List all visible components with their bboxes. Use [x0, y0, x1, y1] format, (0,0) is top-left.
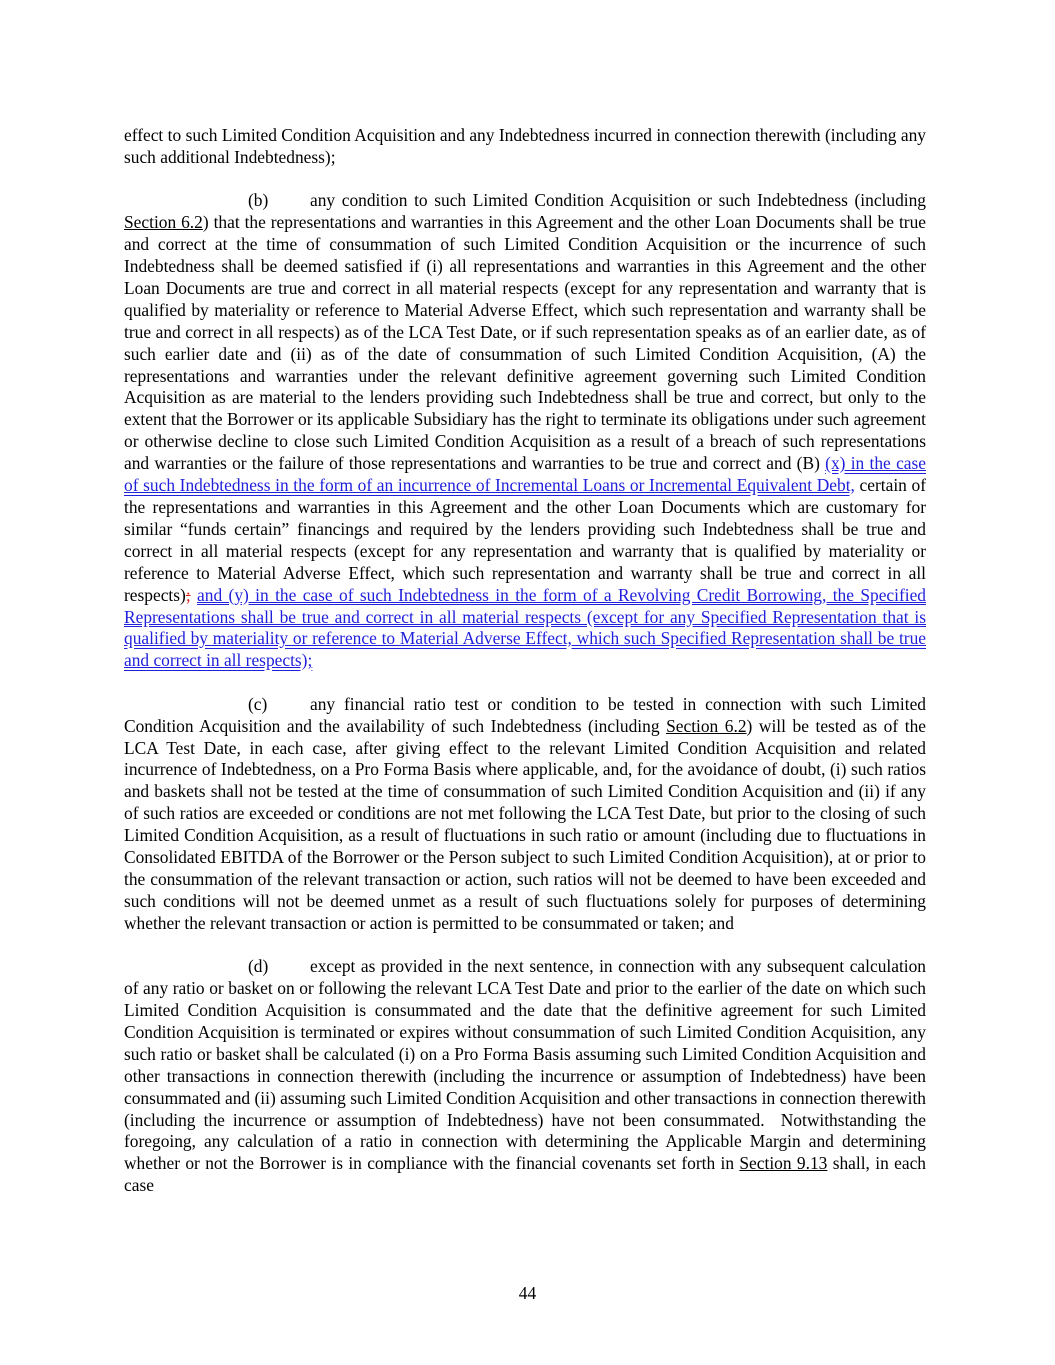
clause-b — [124, 190, 926, 672]
clause-b-text-2: ) that the representations and warranties in this Agreement and the other Loan Documents shall be true and correct at the time of consummation of such Limited Condition Acquisition or the incurrence of such Indebtedness shall be deemed satisfied if (i) all representations and warranties in this Agreement and the other Loan Documents are true and correct in all material respects (except for any representation and warranty that is qualified by materiality or reference to Material Adverse Effect, which such representation and warranty shall be true and correct in all respects) as of the LCA Test Date, or if such representation speaks as of an earlier date, as of such earlier date and (ii) as of the date of consummation of such Limited Condition Acquisition, (A) the representations and warranties under the relevant definitive agreement governing such Limited Condition Acquisition as are material to the lenders providing such Indebtedness shall be true and correct, but only to the extent that the Borrower or its applicable Subsidiary has the right to terminate its obligations under such agreement or otherwise decline to close such Limited Condition Acquisition as a result of a breach of such representations and warranties or the failure of those representations and warranties to be true and correct and (B) — [124, 212, 926, 474]
clause-d-number: (d) — [248, 956, 269, 977]
continuation-text: effect to such Limited Condition Acquisition and any Indebtedness incurred in connection therewith (including any such additional Indebtedness); — [124, 125, 926, 167]
section-6-2-reference: Section 6.2 — [666, 715, 747, 736]
clause-c — [124, 694, 926, 935]
clause-b-text-3: certain of the representations and warranties in this Agreement and the other Loan Documents which are customary for similar “funds certain” financings and required by the lenders providing such Indebtedness shall be true and correct in all material respects (except for any representation and warranty that is qualified by materiality or reference to Material Adverse Effect, which such representation and warranty shall be true and correct in all respects) — [124, 475, 926, 605]
continuation-paragraph — [124, 125, 926, 169]
document-body — [124, 125, 926, 1219]
inserted-text-y: and (y) in the case of such Indebtedness in the form of a Revolving Credit Borrowing, the Specified Representations shall be true and correct in all material respects (except for any Specified Representation that is qualified by materiality or reference to Material Adverse Effect, which such Specified Representation shall be true and correct in all respects); — [124, 584, 926, 671]
section-6-2-reference: Section 6.2 — [124, 212, 203, 233]
clause-c-text-1: any financial ratio test or condition to be tested in connection with such Limited Condition Acquisition and the availability of such Indebtedness (including — [124, 693, 926, 736]
deleted-semicolon: ; — [185, 584, 191, 605]
inserted-text-x: (x) in the case of such Indebtedness in the form of an incurrence of Incremental Loans or Incremental Equivalent Debt, — [124, 453, 926, 496]
clause-d-text-2: shall, in each case — [124, 1153, 926, 1196]
clause-c-text-2: ) will be tested as of the LCA Test Date, in each case, after giving effect to the relevant Limited Condition Acquisition and related incurrence of Indebtedness, on a Pro Forma Basis where applicable, and, for the avoidance of doubt, (i) such ratios and baskets shall not be tested at the time of consummation of such Limited Condition Acquisition and (ii) if any of such ratios are exceeded or conditions are not met following the LCA Test Date, but prior to the closing of such Limited Condition Acquisition, as a result of fluctuations in such ratio or amount (including due to fluctuations in Consolidated EBITDA of the Borrower or the Person subject to such Limited Condition Acquisition), at or prior to the consummation of the relevant transaction or action, such ratios will not be deemed to have been exceeded and such conditions will not be deemed unmet as a result of such fluctuations solely for purposes of determining whether the relevant transaction or action is permitted to be consummated or taken; and — [124, 715, 926, 933]
clause-d — [124, 956, 926, 1197]
section-9-13-reference: Section 9.13 — [739, 1153, 828, 1174]
clause-b-text-1: any condition to such Limited Condition Acquisition or such Indebtedness (including — [310, 190, 926, 211]
clause-b-number: (b) — [248, 190, 269, 211]
page-number: 44 — [518, 1283, 537, 1303]
clause-c-number: (c) — [248, 693, 268, 714]
clause-d-text-1: except as provided in the next sentence, in connection with any subsequent calculation of any ratio or basket on or following the relevant LCA Test Date and prior to the earlier of the date on which such Limited Condition Acquisition is consummated and the date that the definitive agreement for such Limited Condition Acquisition is terminated or expires without consummation of such Limited Condition Acquisition, any such ratio or basket shall be calculated (i) on a Pro Forma Basis assuming such Limited Condition Acquisition and other transactions in connection therewith (including the incurrence or assumption of Indebtedness) have been consummated and (ii) assuming such Limited Condition Acquisition and other transactions in connection therewith (including the incurrence or assumption of Indebtedness) have not been consummated. Notwithstanding the foregoing, any calculation of a ratio in connection with determining the Applicable Margin and determining whether or not the Borrower is in compliance with the financial covenants set forth in — [124, 956, 926, 1174]
